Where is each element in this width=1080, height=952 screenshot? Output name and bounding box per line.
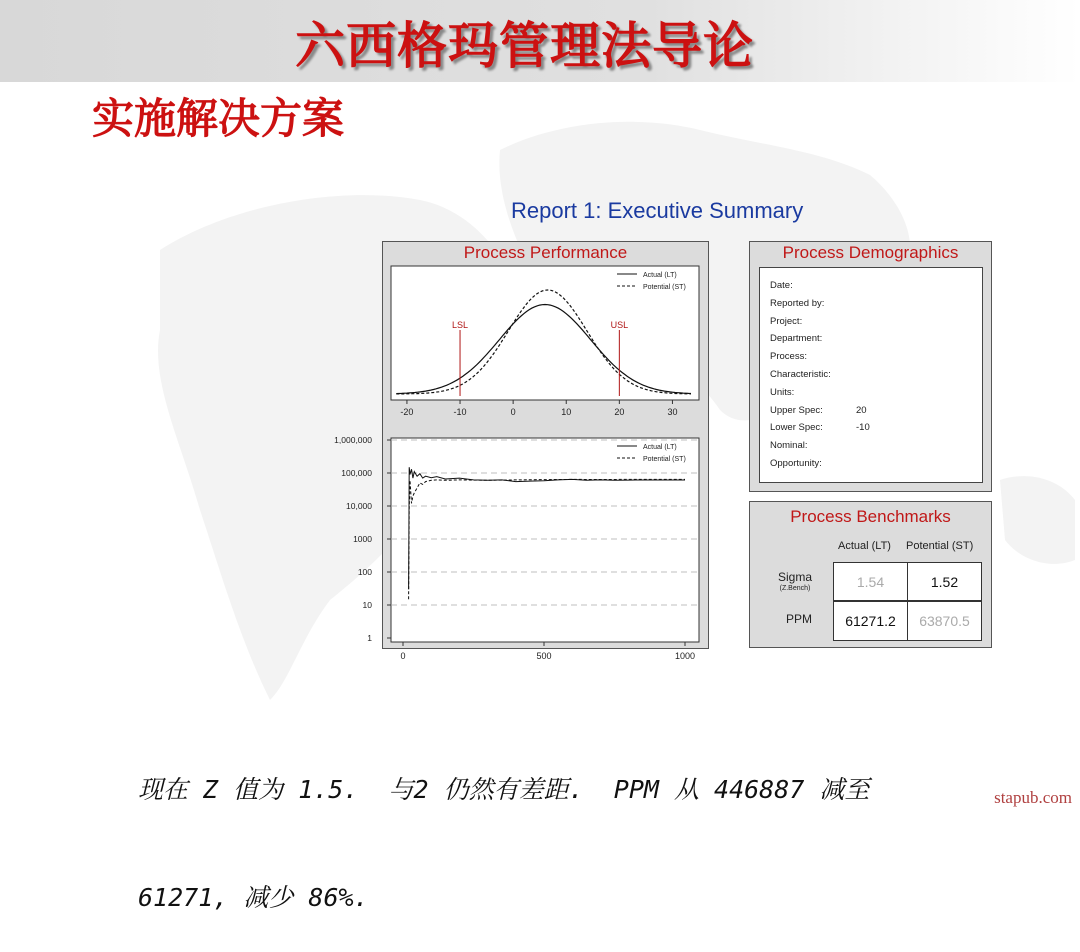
sigma-actual-value: 1.54 — [833, 562, 908, 601]
process-demographics-title: Process Demographics — [782, 243, 959, 262]
dist-x-tick-label: 20 — [614, 407, 625, 417]
demographics-label: Nominal: — [770, 440, 808, 452]
run-y-tick-label: 10 — [362, 600, 372, 610]
col-actual-header: Actual (LT) — [838, 540, 891, 552]
dist-x-tick-label: 10 — [561, 407, 572, 417]
ppm-potential-value: 63870.5 — [907, 601, 982, 641]
col-potential-header: Potential (ST) — [906, 540, 974, 552]
slide-subtitle: 实施解决方案 — [92, 94, 345, 143]
demographics-value: 20 — [856, 404, 867, 416]
run-y-tick-label: 100 — [357, 567, 372, 577]
demographics-label: Process: — [770, 351, 807, 363]
demographics-box — [759, 267, 983, 483]
process-benchmarks-title: Process Benchmarks — [790, 507, 951, 526]
process-performance-title: Process Performance — [463, 243, 628, 262]
demographics-row — [770, 404, 867, 416]
dist-x-tick-label: 0 — [510, 407, 516, 417]
demographics-label: Date: — [770, 280, 793, 291]
run-x-tick-label: 0 — [400, 651, 406, 661]
dist-x-tick-label: -10 — [453, 407, 467, 417]
run-y-tick-label: 1 — [367, 633, 372, 643]
run-legend-potential-text: Potential (ST) — [643, 456, 686, 463]
demographics-label: Department: — [770, 333, 823, 345]
run-x-tick-label: 500 — [536, 651, 552, 661]
dist-x-tick-label: -20 — [400, 407, 414, 417]
demographics-label: Units: — [770, 386, 795, 398]
demographics-label: Opportunity: — [770, 458, 822, 469]
legend-potential-text: Potential (ST) — [643, 284, 686, 291]
process-demographics-panel — [749, 241, 992, 492]
demographics-label: Upper Spec: — [770, 404, 823, 416]
demographics-row — [770, 316, 802, 327]
sigma-label: Sigma — [777, 570, 812, 584]
dist-x-tick-label: 30 — [667, 407, 678, 417]
caption-text — [138, 700, 869, 952]
ppm-actual-value: 61271.2 — [833, 601, 908, 641]
demographics-label: Reported by: — [770, 297, 825, 309]
demographics-label: Lower Spec: — [770, 422, 823, 434]
process-benchmarks-panel — [749, 501, 992, 648]
sigma-potential-value: 1.52 — [907, 562, 982, 601]
demographics-row — [770, 280, 793, 291]
report-title: Report 1: Executive Summary — [511, 198, 804, 223]
row-ppm-label: PPM — [785, 612, 812, 626]
demographics-label: Project: — [770, 315, 803, 327]
lsl-label: LSL — [452, 320, 469, 330]
usl-label: USL — [610, 320, 629, 330]
sigma-sublabel: (Z.Bench) — [779, 585, 811, 592]
demographics-row — [770, 351, 807, 362]
demographics-row — [770, 458, 822, 469]
demographics-row — [770, 298, 824, 309]
demographics-row — [770, 333, 822, 344]
caption-line-1: 现在 Z 值为 1.5. 与2 仍然有差距. PPM 从 446887 减至 — [138, 775, 870, 804]
run-y-tick-label: 10,000 — [346, 501, 372, 511]
run-legend-actual-text: Actual (LT) — [643, 444, 677, 451]
footer-watermark: stapub.com — [994, 788, 1072, 807]
caption-line-2: 61271, 减少 86%. — [138, 883, 369, 912]
run-y-tick-label: 1,000,000 — [334, 435, 372, 445]
demographics-row — [770, 422, 870, 434]
row-sigma-label — [764, 570, 826, 592]
ppm-run-chart-area — [391, 438, 699, 642]
demographics-label: Characteristic: — [770, 369, 831, 380]
slide-title: 六西格玛管理法导论 — [295, 17, 754, 75]
run-y-tick-label: 1000 — [353, 534, 372, 544]
demographics-value: -10 — [856, 422, 870, 434]
process-charts — [320, 250, 720, 690]
demographics-row — [770, 369, 831, 380]
demographics-row — [770, 387, 794, 398]
run-x-tick-label: 1000 — [674, 651, 696, 661]
legend-actual-text: Actual (LT) — [643, 272, 677, 279]
demographics-row — [770, 440, 808, 451]
run-y-tick-label: 100,000 — [341, 468, 372, 478]
